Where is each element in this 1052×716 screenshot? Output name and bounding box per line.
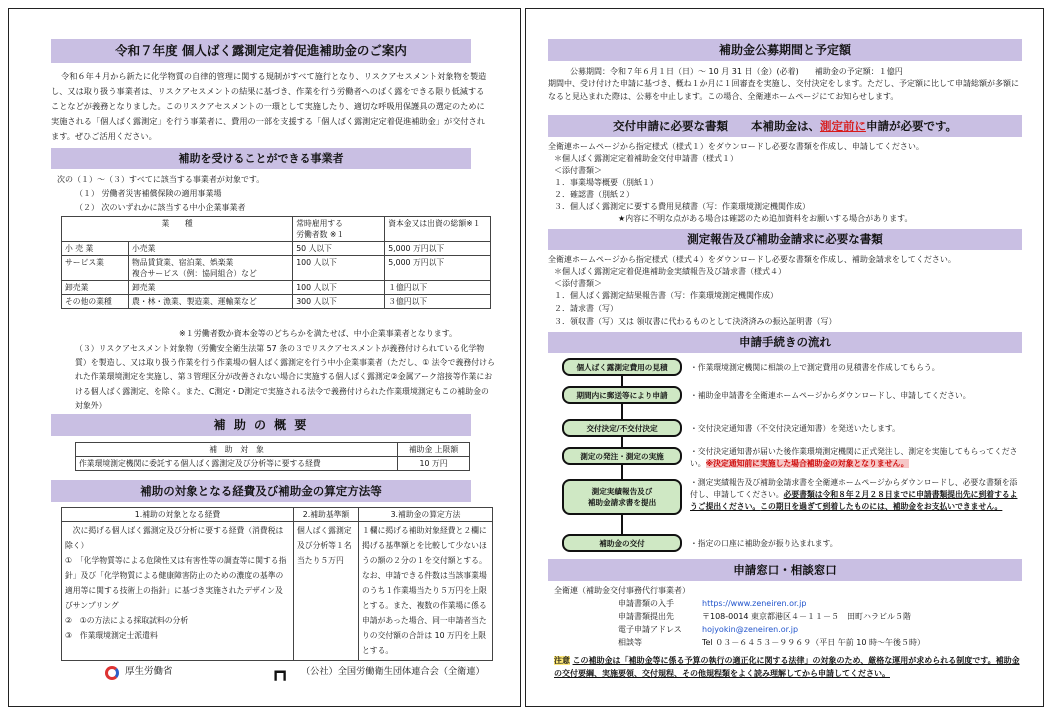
overview-limit: 10 万円 — [398, 457, 470, 471]
table-cell: ３億円以下 — [385, 295, 491, 309]
left-page — [8, 8, 521, 707]
period-desc: 期間中、受け付けた申請に基づき、概ね１か月に１回審査を実施し、交付決定をします。ただし、予定額に比して申請総額が多額になると見込まれた際は、公募を中止します。この場合、全衛連ホームページにてお知らせします。 — [548, 79, 1020, 101]
sme-header-workers: 常時雇用する 労働者数 ※１ — [293, 217, 385, 242]
report-item: ＊個人ばく露測定定着促進補助金実績報告及び請求書（様式４） — [554, 267, 786, 276]
calc-method: １欄に掲げる補助対象経費と２欄に掲げる基準額とを比較して少ないほうの額の２分の１を交付額とする。なお、申請できる件数は当該事業場のうち１作業場当たり５万円を上限とする。また、複数の作業場に係る申請があった場合、同一申請者当たりの交付額の合計は 10 万円を上限とする。 — [359, 522, 493, 661]
flow-warning: ※決定通知前に実施した場合補助金の対象となりません。 — [705, 459, 909, 468]
docs-item: ＊個人ばく露測定定着補助金交付申請書（様式１） — [554, 154, 738, 163]
intro-text: 令和６年４月から新たに化学物質の自律的管理に関する規制がすべて施行となり、リスクアセスメント対象物を製造し、又は取り扱う事業者は、リスクアセスメントの結果に基づき、作業を行う労働者へのばく露をできる限り低減することなどが義務となりました。このリスクアセスメントの一環として実施したり、適切な呼吸用保護具の選定のために実施される「個人ばく露測定」を行う事業者に、費用の一部を支援する「個人ばく露測定定着促進補助金」が交付されます。ぜひご活用ください。 — [51, 71, 487, 141]
sme-header-capital: 資本金又は出資の総額※１ — [385, 217, 491, 242]
flow-desc-text: ・測定実績報告及び補助金請求書を全衛連ホームページからダウンロードし、必要な書類を添付し、申請してください。 — [690, 478, 1018, 499]
contact-label: 相談等 — [618, 638, 642, 647]
flow-step-decision: 交付決定/不交付決定 — [562, 419, 682, 437]
report-item: ＜添付書類＞ — [554, 279, 602, 288]
docs-note: ★内容に不明な点がある場合は確認のため追加資料をお願いする場合があります。 — [618, 214, 913, 223]
report-lead: 全衛連ホームページから指定様式（様式４）をダウンロードし必要な書類を作成し、補助金請求をしてください。 — [548, 255, 956, 264]
caution-note — [554, 654, 1024, 680]
flow-desc: ・補助金申請書を全衛連ホームページからダウンロードし、申請してください。 — [690, 391, 971, 400]
contact-address: 〒108-0014 東京都港区４－１１－５ 田町ハラビル５階 — [702, 612, 912, 621]
eligible-lead: 次の（１）～（３）すべてに該当する事業者が対象です。 — [57, 175, 265, 184]
docs-heading-a: 交付申請に必要な書類 本補助金は、 — [612, 119, 820, 133]
table-cell: 5,000 万円以下 — [385, 242, 491, 256]
flow-desc-text: ・交付決定通知書が届いた後作業環境測定機関に正式発注し、測定を実施してもらってください。 — [690, 447, 1018, 468]
table-cell: 小 売 業 — [62, 242, 129, 256]
flow-deadline-warning: この期日を過ぎて到着したものには、補助金をお支払いできません。 — [760, 502, 1003, 511]
footer-zeneiren: （公社）全国労働衛生団体連合会（全衛連） — [301, 666, 485, 677]
docs-heading-b: 申請が必要です。 — [865, 119, 958, 133]
caution-text: この補助金は「補助金等に係る予算の執行の適正化に関する法律」の対象のため、厳格な運用が求められる制度です。補助金の交付要綱、実施要領、交付規程、その他規程類をよく読み理解してから申請してください。 — [554, 656, 1020, 678]
docs-item: ２．確認書（別紙２） — [554, 190, 634, 199]
flow-desc — [690, 446, 1025, 470]
sme-header-industry: 業 種 — [62, 217, 293, 242]
table-cell: サービス業 — [62, 256, 129, 281]
table-row — [62, 256, 491, 281]
table-cell: 卸売業 — [129, 281, 293, 295]
contact-org: 全衛連（補助金交付事務代行事業者） — [554, 586, 690, 595]
calc-table — [61, 507, 493, 661]
calc-base: 個人ばく露測定及び分析等１名当たり５万円 — [294, 522, 359, 661]
sme-table — [61, 216, 491, 309]
table-row — [76, 457, 470, 471]
flow-desc: ・指定の口座に補助金が振り込まれます。 — [690, 539, 838, 548]
table-cell: 卸売業 — [62, 281, 129, 295]
report-item: ３．領収書（写）又は 領収書に代わるものとして決済済みの振込証明書（写） — [554, 317, 837, 326]
calc-header-expense: 1.補助の対象となる経費 — [62, 508, 294, 522]
flow-step-estimate: 個人ばく露測定費用の見積 — [562, 358, 682, 376]
overview-heading: 補 助 の 概 要 — [51, 414, 471, 436]
sme-note: ※１労働者数か資本金等のどちらかを満たせば、中小企業事業者となります。 — [179, 329, 458, 338]
table-cell: 300 人以下 — [293, 295, 385, 309]
eligible-item-1: （１） 労働者災害補償保険の適用事業場 — [75, 189, 222, 198]
mhlw-logo-icon — [105, 666, 119, 680]
docs-item: ３．個人ばく露測定に要する費用見積書（写：作業環境測定機関作成） — [554, 202, 810, 211]
docs-item: １．事業場等概要（別紙１） — [554, 178, 658, 187]
calc-heading: 補助の対象となる経費及び補助金の算定方法等 — [51, 480, 471, 502]
contact-label: 申請書類提出先 — [618, 612, 674, 621]
period-line: 公募期間：令和７年６月１日（日）～ 10 月 31 日（金）(必着) 補助金の予定額：１億円 — [570, 67, 903, 76]
flow-step-apply: 期間内に郵送等により申請 — [562, 386, 682, 404]
calc-header-method: 3.補助金の算定方法 — [359, 508, 493, 522]
flow-deadline: 必要書類は令和８年２月２８日までに申請書類提出先に到着するようご提出ください。 — [690, 490, 1018, 511]
report-heading: 測定報告及び補助金請求に必要な書類 — [548, 229, 1022, 250]
table-cell: 小売業 — [129, 242, 293, 256]
contact-label: 電子申請アドレス — [618, 625, 682, 634]
table-cell: 100 人以下 — [293, 281, 385, 295]
docs-heading — [548, 115, 1022, 137]
docs-lead: 全衛連ホームページから指定様式（様式１）をダウンロードし必要な書類を作成し、申請してください。 — [548, 142, 924, 151]
email-link[interactable]: hojyokin@zeneiren.or.jp — [702, 625, 799, 634]
flow-desc: ・交付決定通知書（不交付決定通知書）を発送いたします。 — [690, 424, 900, 433]
report-item: ２．請求書（写） — [554, 304, 618, 313]
flow-step-report: 測定実績報告及び 補助金請求書を提出 — [562, 479, 682, 515]
flow-step-measure: 測定の発注・測定の実施 — [562, 447, 682, 465]
overview-target: 作業環境測定機関に委託する個人ばく露測定及び分析等に要する経費 — [76, 457, 398, 471]
eligible-item-3: （３）リスクアセスメント対象物（労働安全衛生法第 57 条の３でリスクアセスメントが義務付けられている化学物質）を製造し、又は取り扱う作業を行う作業場の個人ばく露測定を行う中小企業事業者（ただし、① 法令で義務付けられた作業環境測定を実施し、第３管理区分が改善されない場合に実施する個人ばく露測定②金属アーク溶接等作業における個人ばく露測定、を除く。また、C測定・D測定で実施される法令で義務付けられた作業環境測定もこの補助金の対象外） — [75, 344, 495, 410]
contact-heading: 申請窓口・相談窓口 — [548, 559, 1022, 581]
docs-heading-red: 測定前に — [819, 119, 866, 133]
table-row — [62, 295, 491, 309]
period-heading: 補助金公募期間と予定額 — [548, 39, 1022, 61]
report-item: １．個人ばく露測定結果報告書（写：作業環境測定機関作成） — [554, 291, 778, 300]
page-title: 令和７年度 個人ばく露測定定着促進補助金のご案内 — [51, 39, 471, 63]
zeneiren-logo-icon: ┏┓ — [271, 663, 290, 681]
eligible-heading: 補助を受けることができる事業者 — [51, 148, 471, 169]
overview-header-target: 補 助 対 象 — [76, 443, 398, 457]
flow-heading: 申請手続きの流れ — [548, 332, 1022, 353]
table-row — [62, 242, 491, 256]
website-link[interactable]: https://www.zeneiren.or.jp — [702, 599, 807, 608]
flow-step-payment: 補助金の交付 — [562, 534, 682, 552]
table-cell: その他の業種 — [62, 295, 129, 309]
flow-desc — [690, 477, 1025, 513]
table-cell: 5,000 万円以下 — [385, 256, 491, 281]
table-cell: 100 人以下 — [293, 256, 385, 281]
table-cell: １億円以下 — [385, 281, 491, 295]
caution-label: 注意 — [554, 656, 570, 665]
eligible-item-2: （２） 次のいずれかに該当する中小企業事業者 — [75, 203, 246, 212]
footer-mhlw: 厚生労働省 — [125, 666, 173, 677]
contact-label: 申請書類の入手 — [618, 599, 674, 608]
overview-header-limit: 補助金 上限額 — [398, 443, 470, 457]
overview-table — [75, 442, 470, 471]
flow-desc: ・作業環境測定機関に相談の上で測定費用の見積書を作成してもらう。 — [690, 363, 940, 372]
right-page — [525, 8, 1044, 707]
calc-expense: 次に掲げる個人ばく露測定及び分析に要する経費（消費税は除く） ① 「化学物質等による危険性又は有害性等の調査等に関する指針」及び「化学物質による健康障害防止のための濃度の基準の適用等に関する技術上の指針」に基づき実施されたデザイン及びサンプリング ② ①の方法による採取試料の分析 ③ 作業環境測定士派遣料 — [62, 522, 294, 661]
table-cell: 物品賃貸業、宿泊業、娯楽業 複合サービス（例：協同組合）など — [129, 256, 293, 281]
calc-header-base: 2.補助基準額 — [294, 508, 359, 522]
table-row — [62, 522, 493, 661]
docs-item: ＜添付書類＞ — [554, 166, 602, 175]
table-cell: 農・林・漁業、製造業、運輸業など — [129, 295, 293, 309]
contact-phone: Tel ０３－６４５３－９９６９（平日 午前 10 時～午後５時） — [702, 638, 926, 647]
table-row — [62, 281, 491, 295]
table-cell: 50 人以下 — [293, 242, 385, 256]
